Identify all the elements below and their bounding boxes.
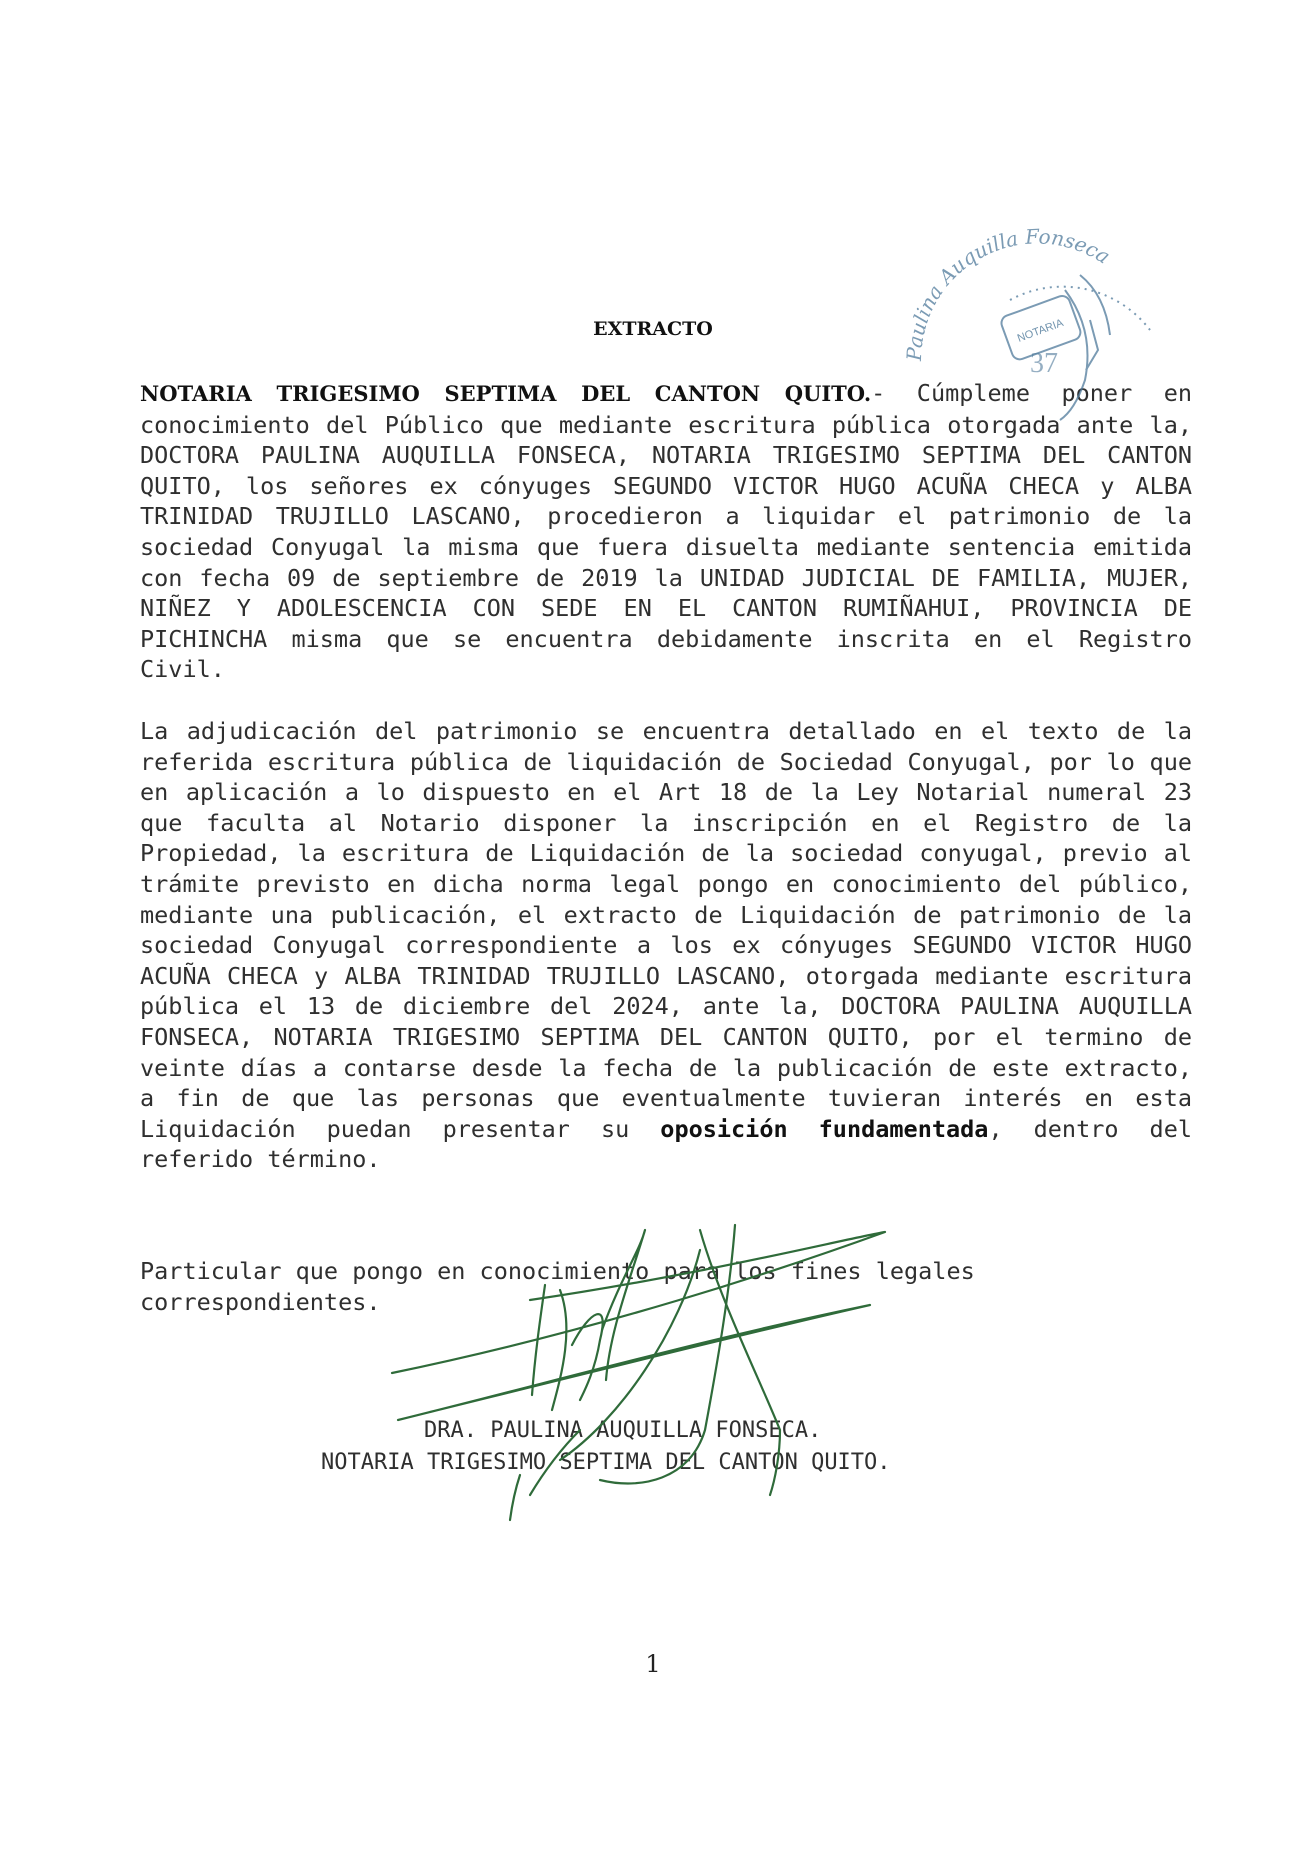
seal-ring-text: Paulina Auquilla Fonseca [901, 224, 1115, 362]
paragraph-intro-text: - Cúmpleme poner en conocimiento del Público que mediante escritura pública otorgada ante la, DOCTORA PAULINA AUQUILLA FONSECA, NOTARIA TRIGESIMO SEPTIMA DEL CANTON QUITO, los señores ex cónyuges SEGUNDO VICTOR HUGO ACUÑA CHECA y ALBA TRINIDAD TRUJILLO LASCANO, procedieron a liquidar el patrimonio de la sociedad Conyugal la misma que fuera disuelta mediante sentencia emitida con fecha 09 de septiembre de 2019 la UNIDAD JUDICIAL DE FAMILIA, MUJER, NIÑEZ Y ADOLESCENCIA CON SEDE EN EL CANTON RUMIÑAHUI, PROVINCIA DE PICHINCHA misma que se encuentra debidamente inscrita en el Registro Civil. [140, 379, 1192, 684]
opposition-emphasis: oposición fundamentada [660, 1114, 989, 1143]
signatory-office: NOTARIA TRIGESIMO SEPTIMA DEL CANTON QUITO. [321, 1450, 891, 1475]
paragraph-adjudication-text: La adjudicación del patrimonio se encuentra detallado en el texto de la referida escritura pública de liquidación de Sociedad Conyugal, por lo que en aplicación a lo dispuesto en el Art 18 de la Ley Notarial numeral 23 que faculta al Notario disponer la inscripción en el Registro de la Propiedad, la escritura de Liquidación de la sociedad conyugal, previo al trámite previsto en dicha norma legal pongo en conocimiento del público, mediante una publicación, el extracto de Liquidación de patrimonio de la sociedad Conyugal correspondiente a los ex cónyuges SEGUNDO VICTOR HUGO ACUÑA CHECA y ALBA TRINIDAD TRUJILLO LASCANO, otorgada mediante escritura pública el 13 de diciembre del 2024, ante la, DOCTORA PAULINA AUQUILLA FONSECA, NOTARIA TRIGESIMO SEPTIMA DEL CANTON QUITO, por el termino de veinte días a contarse desde la fecha de la publicación de este extracto, a fin de que las personas que eventualmente tuvieran interés en esta Liquidación puedan presentar su [140, 717, 1192, 1143]
paragraph-intro [140, 378, 1192, 685]
seal-number: 37 [1030, 348, 1058, 379]
paragraph-adjudication [140, 716, 1192, 1175]
notary-heading: NOTARIA TRIGESIMO SEPTIMA DEL CANTON QUITO. [140, 381, 872, 406]
document-title: EXTRACTO [593, 318, 713, 340]
seal-inner-text: NOTARIA [1015, 317, 1066, 345]
page-number: 1 [645, 1650, 661, 1678]
paragraph-adjudication-end: , dentro del referido término. [140, 1114, 1192, 1174]
paragraph-closing: Particular que pongo en conocimiento para los fines legales correspondientes. [140, 1257, 975, 1316]
signatory-name: DRA. PAULINA AUQUILLA FONSECA. [424, 1418, 822, 1443]
